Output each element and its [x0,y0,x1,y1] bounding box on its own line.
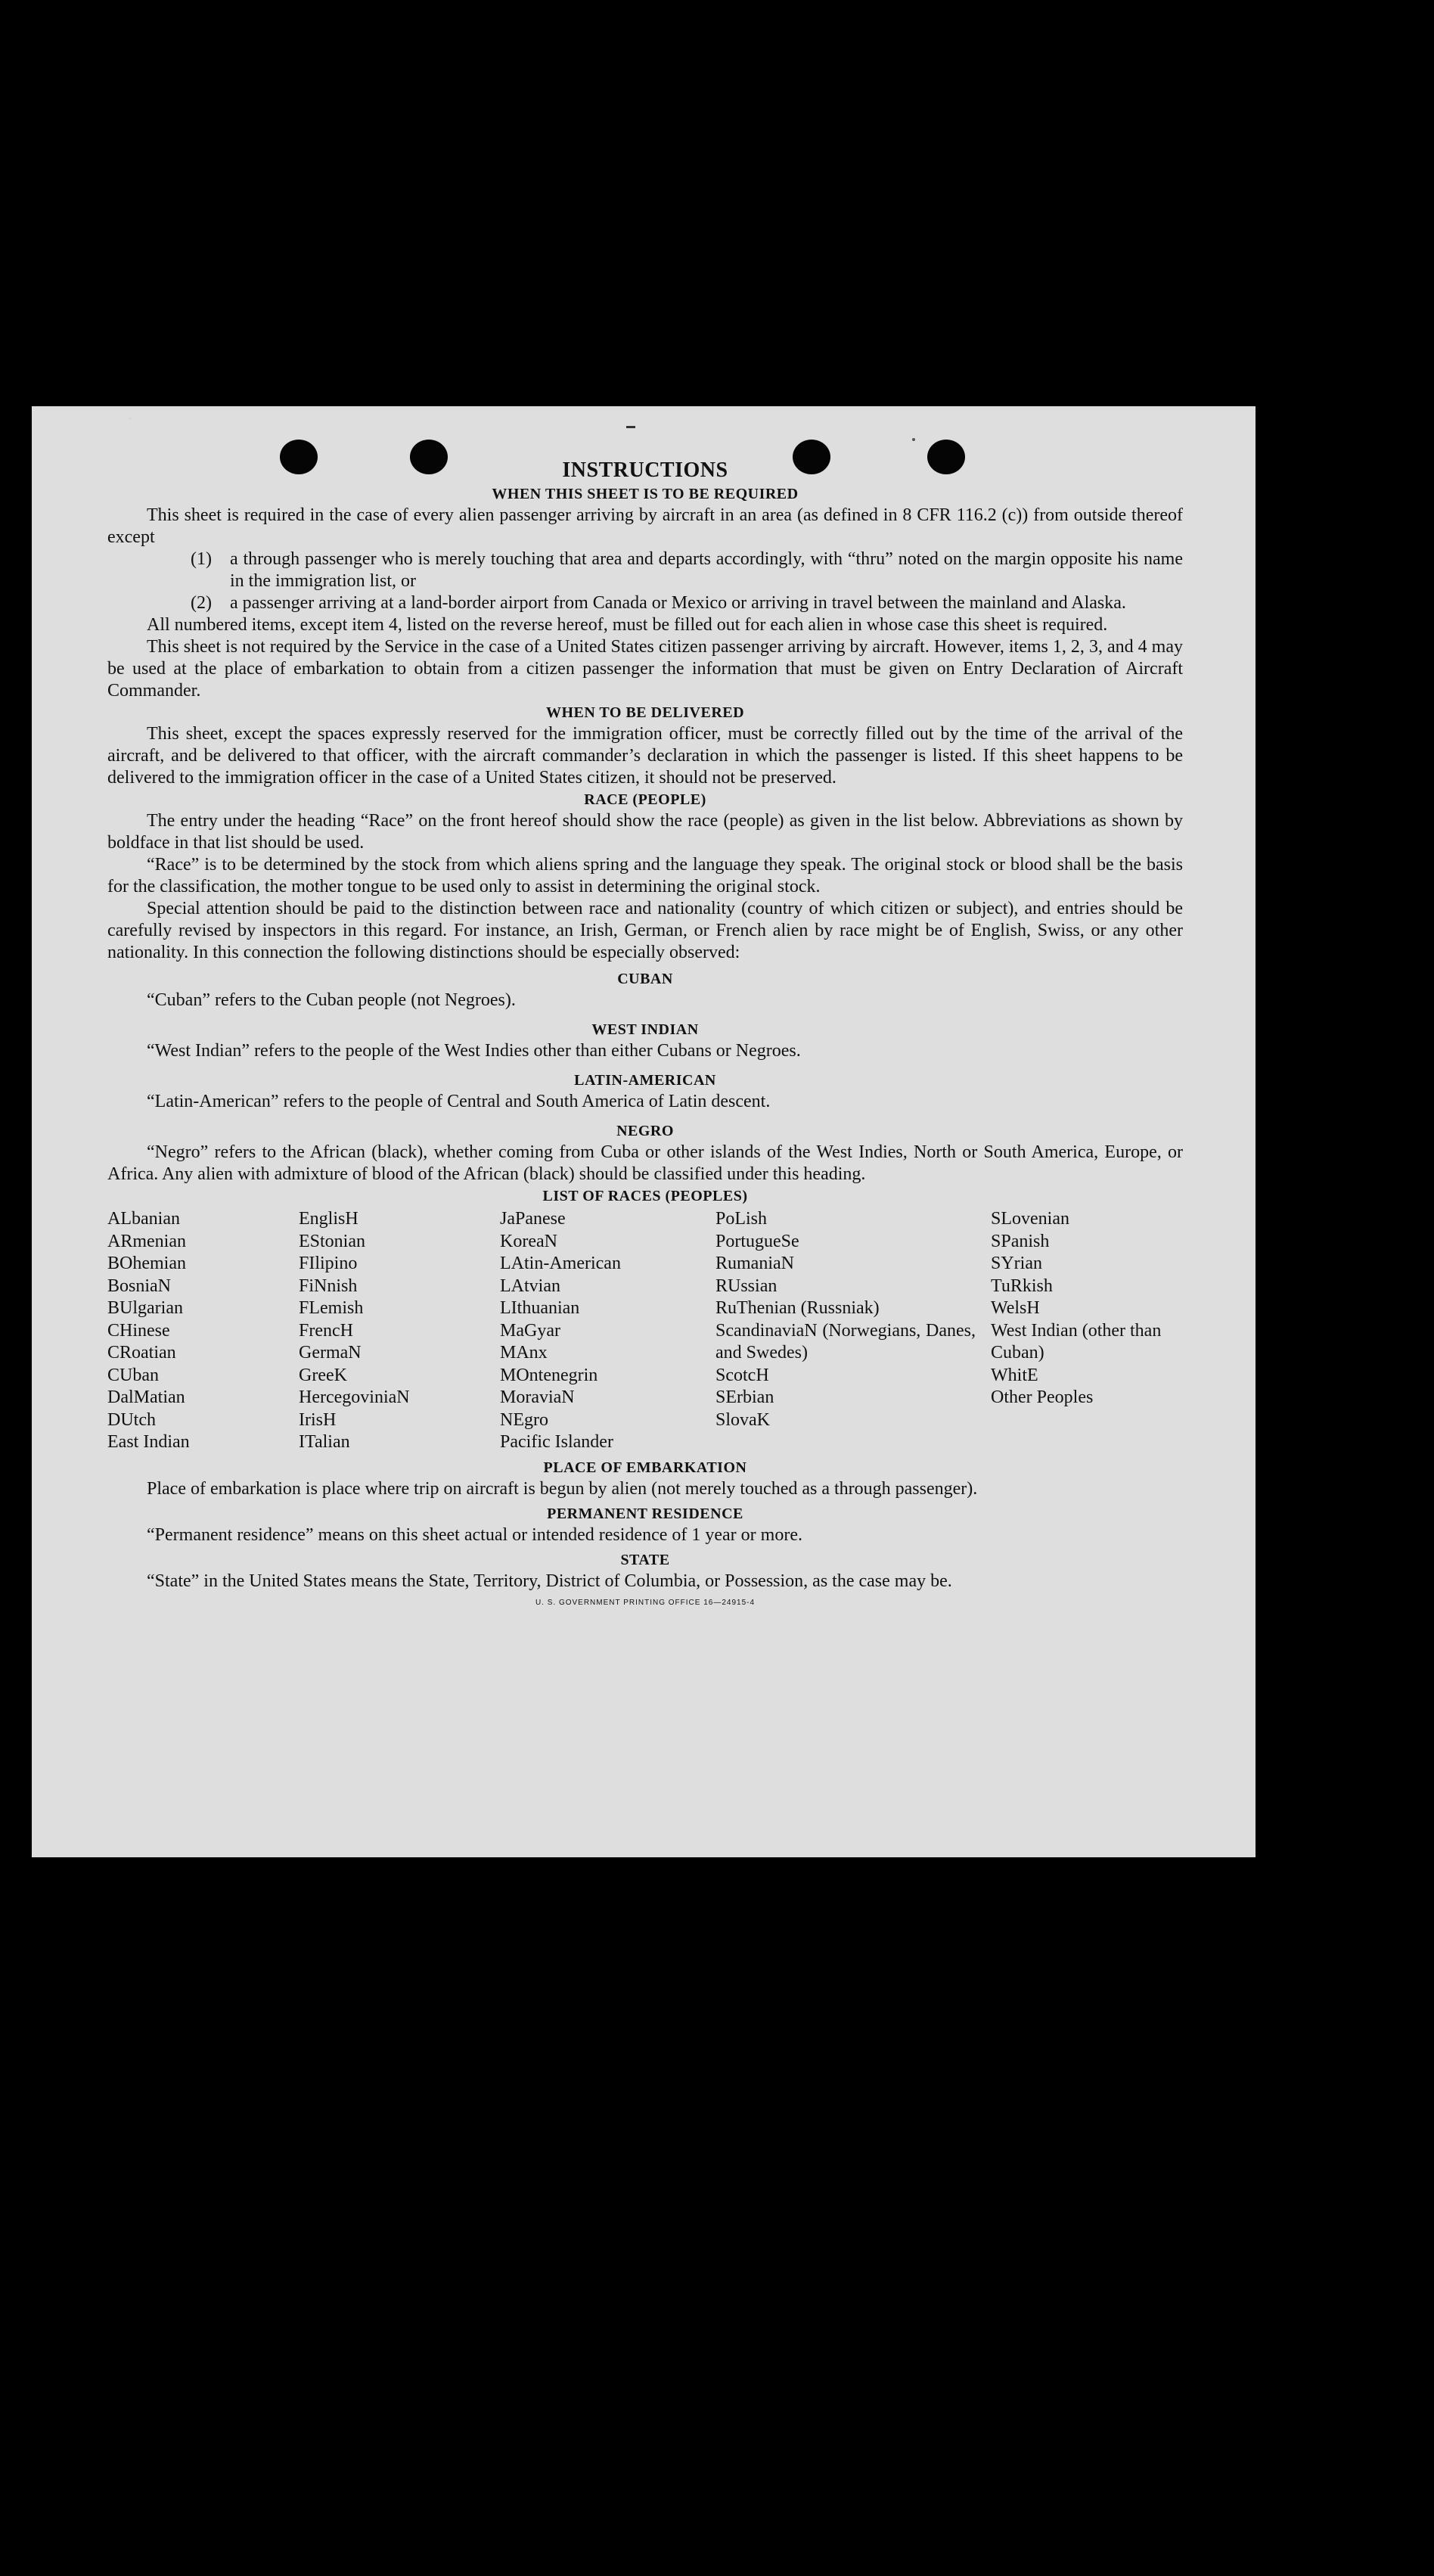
punch-hole [793,440,830,474]
race-entry: TuRkish [991,1276,1053,1296]
item-text: a through passenger who is merely touching that area and departs accordingly, with “thru” noted on the margin opposite his name in the immigration list, or [230,549,1183,591]
speck [912,438,915,441]
race-entry: MaGyar [500,1320,560,1341]
race-entry: Other Peoples [991,1387,1094,1407]
race-entry: ALbanian [107,1209,180,1229]
heading-negro: NEGRO [616,1123,674,1139]
races-column [715,1208,991,1454]
race-entry: ITalian [299,1432,350,1452]
race-para-1: The entry under the heading “Race” on the front hereof should show the race (people) as given in the list below. Abbreviations as shown by boldface in that list should be used. [107,811,1183,853]
race-entry: ScotcH [715,1365,769,1385]
heading-west-indian: WEST INDIAN [591,1021,699,1038]
embarkation-text: Place of embarkation is place where trip on aircraft is begun by alien (not merely touched as a through passenger). [147,1478,978,1499]
race-entry: GermaN [299,1343,362,1363]
race-entry: DalMatian [107,1387,185,1407]
race-entry: PortugueSe [715,1231,799,1251]
race-entry: CUban [107,1365,159,1385]
race-entry: ARmenian [107,1231,186,1251]
race-entry: FLemish [299,1298,364,1318]
race-entry: BosniaN [107,1276,171,1296]
race-entry: Pacific Islander [500,1432,613,1452]
item-text: a passenger arriving at a land-border airport from Canada or Mexico or arriving in travel between the mainland and Alaska. [230,593,1126,613]
race-entry: CRoatian [107,1343,176,1363]
heading-race: RACE (PEOPLE) [584,791,706,808]
heading-embarkation: PLACE OF EMBARKATION [543,1459,747,1476]
race-entry: BOhemian [107,1254,186,1273]
heading-required: WHEN THIS SHEET IS TO BE REQUIRED [492,486,799,502]
race-entry: FiNnish [299,1276,358,1296]
race-entry: FIlipino [299,1254,358,1273]
races-column [299,1208,500,1454]
heading-delivered: WHEN TO BE DELIVERED [545,704,745,721]
race-entry: SlovaK [715,1409,770,1430]
race-entry: EStonian [299,1231,365,1251]
races-column [991,1208,1187,1454]
printer-imprint: U. S. GOVERNMENT PRINTING OFFICE 16—24915-4 [535,1598,756,1607]
heading-latin-american: LATIN-AMERICAN [574,1072,716,1089]
heading-races-list: LIST OF RACES (PEOPLES) [542,1188,748,1204]
race-entry: RumaniaN [715,1254,794,1273]
race-entry: LAtvian [500,1276,560,1296]
heading-residence: PERMANENT RESIDENCE [547,1505,743,1522]
race-entry: BUlgarian [107,1298,183,1318]
required-intro: This sheet is required in the case of every alien passenger arriving by aircraft in an area (as defined in 8 CFR 116.2 (c)) from outside thereof except [107,505,1183,547]
state-text: “State” in the United States means the State, Territory, District of Columbia, or Possession, as the case may be. [147,1571,952,1591]
race-entry: SErbian [715,1387,774,1407]
speck [626,426,635,428]
race-entry: WhitE [991,1365,1038,1385]
punch-hole [410,440,448,474]
race-entry: SLovenian [991,1209,1069,1229]
punch-hole [280,440,318,474]
heading-cuban: CUBAN [617,971,673,987]
race-entry: LIthuanian [500,1298,580,1318]
item-number: (2) [191,593,212,613]
race-entry: SYrian [991,1254,1042,1273]
latin-american-text: “Latin-American” refers to the people of Central and South America of Latin descent. [147,1092,771,1111]
race-entry: WelsH [991,1298,1040,1318]
exception-item [191,592,1183,614]
race-entry: FrencH [299,1320,353,1341]
race-entry: JaPanese [500,1209,566,1229]
cuban-text: “Cuban” refers to the Cuban people (not Negroes). [147,990,516,1010]
race-entry: SPanish [991,1231,1050,1251]
race-entry: PoLish [715,1209,768,1229]
race-entry: MAnx [500,1343,548,1363]
race-para-3: Special attention should be paid to the distinction between race and nationality (country of which citizen or subject), and entries should be carefully revised by inspectors in this regard. For instance, an Irish, German, or French alien by race might be of English, Swiss, or any other nationality. In this connection the following distinctions should be especially observed: [107,899,1183,962]
item-number: (1) [191,549,212,569]
west-indian-text: “West Indian” refers to the people of the West Indies other than either Cubans or Negroes. [147,1041,801,1061]
punch-hole [927,440,965,474]
race-entry: RuThenian (Russniak) [715,1298,880,1318]
race-entry: KoreaN [500,1231,557,1251]
race-entry: West Indian (other than Cuban) [991,1320,1162,1363]
speck [129,417,132,420]
race-entry: MOntenegrin [500,1365,598,1385]
race-entry: RUssian [715,1276,778,1296]
negro-text: “Negro” refers to the African (black), whether coming from Cuba or other islands of the West Indies, North or South America, Europe, or Africa. Any alien with admixture of blood of the African (black) should be classified under this heading. [107,1142,1183,1184]
residence-text: “Permanent residence” means on this sheet actual or intended residence of 1 year or more. [147,1524,802,1545]
race-entry: EnglisH [299,1209,358,1229]
delivered-text: This sheet, except the spaces expressly reserved for the immigration officer, must be correctly filled out by the time of the arrival of the aircraft, and be delivered to that officer, with the aircraft commander’s declaration in which the passenger is listed. If this sheet happens to be delivered to the immigration officer in the case of a United States citizen, it should not be preserved. [107,724,1183,788]
exception-item [191,548,1183,592]
races-column [107,1208,299,1454]
required-para-3: This sheet is not required by the Service in the case of a United States citizen passenger arriving by aircraft. However, items 1, 2, 3, and 4 may be used at the place of embarkation to obtain from a citizen passenger the information that must be given on Entry Declaration of Aircraft Commander. [107,637,1183,701]
races-column [500,1208,715,1454]
race-entry: IrisH [299,1409,337,1430]
race-entry: LAtin-American [500,1254,621,1273]
race-entry: CHinese [107,1320,170,1341]
race-para-2: “Race” is to be determined by the stock from which aliens spring and the language they speak. The original stock or blood shall be the basis for the classification, the mother tongue to be used only to assist in determining the original stock. [107,855,1183,896]
race-entry: MoraviaN [500,1387,575,1407]
race-entry: DUtch [107,1409,156,1430]
page-title: INSTRUCTIONS [562,458,728,482]
race-entry: HercegoviniaN [299,1387,410,1407]
document-sheet [32,406,1256,1857]
race-entry: ScandinaviaN (Norwegians, Danes, and Swedes) [715,1320,976,1363]
race-entry: GreeK [299,1365,347,1385]
heading-state: STATE [620,1551,670,1568]
required-para-2: All numbered items, except item 4, listed on the reverse hereof, must be filled out for each alien in whose case this sheet is required. [147,615,1108,635]
races-list [107,1208,1183,1454]
race-entry: NEgro [500,1409,548,1430]
race-entry: East Indian [107,1432,190,1452]
